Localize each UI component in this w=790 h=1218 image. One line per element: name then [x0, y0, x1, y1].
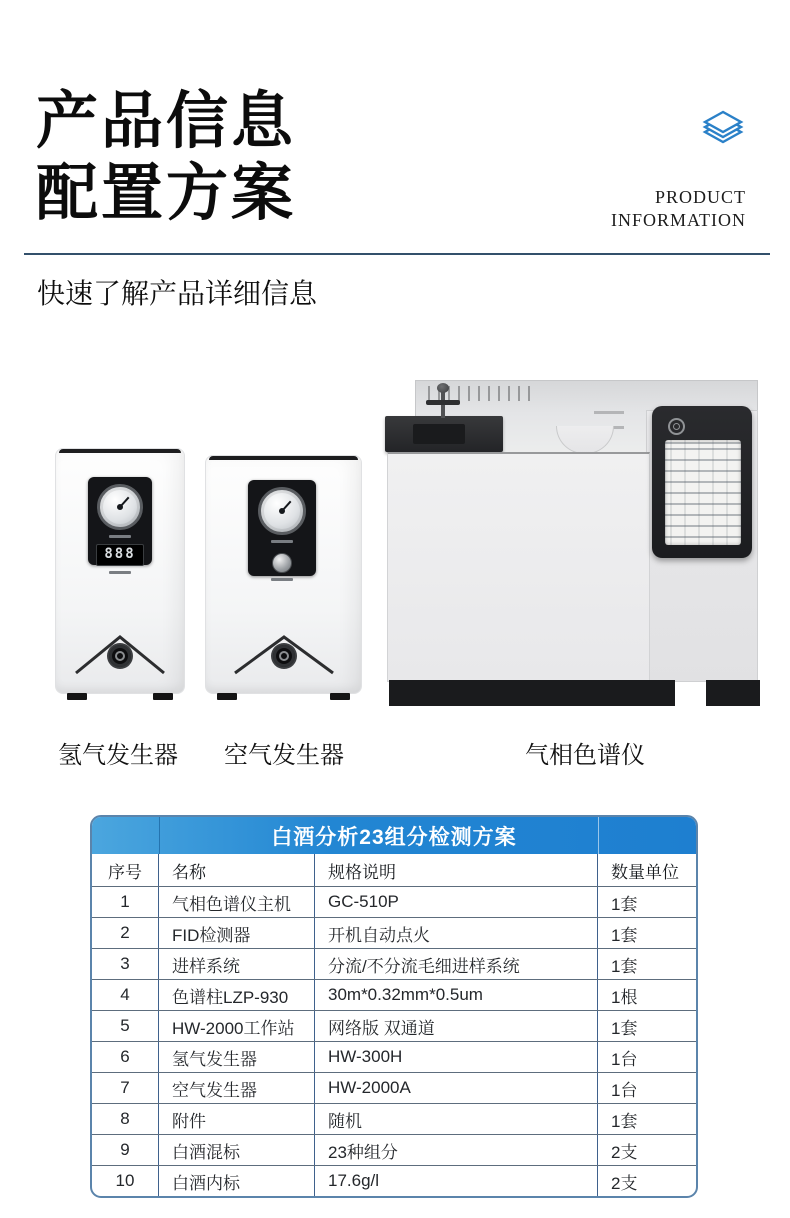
injector-platform — [385, 416, 503, 452]
col-header-qty: 数量单位 — [611, 862, 679, 882]
cell-index: 8 — [92, 1104, 159, 1134]
col-header-name: 名称 — [159, 854, 315, 886]
table-row — [92, 886, 696, 917]
cell-name: HW-2000工作站 — [159, 1011, 315, 1041]
en-line-1: PRODUCT — [654, 187, 746, 207]
title-bar-separator — [159, 817, 160, 854]
injector-plate — [413, 424, 465, 444]
generator-control-panel — [88, 477, 152, 565]
cell-name: 进样系统 — [159, 949, 315, 979]
cell-spec: 17.6g/l — [315, 1166, 598, 1196]
panel-label-bar — [109, 571, 131, 574]
table-row — [92, 1165, 696, 1196]
page-title — [36, 86, 296, 230]
cell-name: 空气发生器 — [159, 1073, 315, 1103]
injector-knob-icon — [437, 383, 449, 393]
air-generator-image — [205, 455, 362, 700]
panel-label-bar — [271, 578, 293, 581]
cell-index: 10 — [92, 1166, 159, 1196]
cell-spec: 分流/不分流毛细进样系统 — [315, 949, 598, 979]
generator-housing — [55, 448, 185, 694]
injector-handle-bar — [426, 400, 460, 405]
panel-label-bar — [109, 535, 131, 538]
cell-name: FID检测器 — [159, 918, 315, 948]
page-tagline: 快速了解产品详细信息 — [37, 279, 318, 310]
en-line-2: INFORMATION — [610, 210, 746, 230]
page-title-line-2: 配置方案 — [36, 159, 297, 228]
cell-name: 色谱柱LZP-930 — [159, 980, 315, 1010]
pressure-gauge-icon — [97, 484, 143, 530]
cell-index: 3 — [92, 949, 159, 979]
cell-index: 7 — [92, 1073, 159, 1103]
panel-label-bar — [271, 540, 293, 543]
cell-name: 气相色谱仪主机 — [159, 887, 315, 917]
generator-control-panel — [248, 480, 316, 576]
panel-logo-icon — [668, 418, 685, 435]
panel-screen — [665, 440, 741, 545]
table-row — [92, 1103, 696, 1134]
title-bar-separator — [598, 817, 599, 854]
table-row — [92, 1134, 696, 1165]
cell-qty: 2支 — [611, 1142, 638, 1162]
front-handle-arc — [556, 426, 614, 454]
product-information-label — [611, 186, 746, 232]
injector-handle — [441, 392, 445, 418]
cell-name: 白酒内标 — [159, 1166, 315, 1196]
gc-base-foot — [706, 680, 760, 706]
generator-housing — [205, 455, 362, 694]
table-row — [92, 917, 696, 948]
cell-index: 9 — [92, 1135, 159, 1165]
cell-spec: HW-300H — [315, 1042, 598, 1072]
cell-qty: 2支 — [611, 1173, 638, 1193]
cell-spec: 23种组分 — [315, 1135, 598, 1165]
table-header-row — [92, 854, 696, 886]
gc-main-body — [387, 452, 650, 682]
hydrogen-generator-image — [55, 448, 185, 700]
table-row — [92, 948, 696, 979]
spec-table-title-bar — [92, 817, 696, 854]
cell-spec: 开机自动点火 — [315, 918, 598, 948]
table-row — [92, 1072, 696, 1103]
header-divider — [24, 253, 770, 255]
cell-qty: 1台 — [611, 1080, 638, 1100]
generator-foot — [217, 693, 237, 700]
layers-icon — [700, 108, 746, 150]
caption-gas-chromatograph: 气相色谱仪 — [525, 742, 645, 769]
cell-index: 4 — [92, 980, 159, 1010]
page-title-line-1: 产品信息 — [36, 87, 297, 156]
cell-qty: 1根 — [611, 987, 638, 1007]
pressure-gauge-icon — [258, 487, 306, 535]
cell-index: 2 — [92, 918, 159, 948]
power-button-icon — [273, 645, 295, 667]
caption-air-generator: 空气发生器 — [224, 742, 344, 769]
cell-qty: 1套 — [611, 956, 638, 976]
cell-name: 氢气发生器 — [159, 1042, 315, 1072]
cell-qty: 1套 — [611, 894, 638, 914]
cell-index: 5 — [92, 1011, 159, 1041]
cell-spec: 随机 — [315, 1104, 598, 1134]
cell-qty: 1套 — [611, 1111, 638, 1131]
cell-spec: 网络版 双通道 — [315, 1011, 598, 1041]
generator-foot — [153, 693, 173, 700]
cell-qty: 1套 — [611, 925, 638, 945]
table-row — [92, 979, 696, 1010]
cell-spec: HW-2000A — [315, 1073, 598, 1103]
cell-qty: 1套 — [611, 1018, 638, 1038]
table-row — [92, 1010, 696, 1041]
cell-index: 1 — [92, 887, 159, 917]
knob-icon — [272, 553, 292, 573]
gc-side-control-panel — [652, 406, 752, 558]
cell-name: 白酒混标 — [159, 1135, 315, 1165]
caption-hydrogen-generator: 氢气发生器 — [58, 742, 178, 769]
cell-qty: 1台 — [611, 1049, 638, 1069]
generator-foot — [67, 693, 87, 700]
cell-name: 附件 — [159, 1104, 315, 1134]
cell-spec: GC-510P — [315, 887, 598, 917]
spec-table — [90, 815, 698, 1198]
generator-lid — [209, 456, 358, 460]
gas-chromatograph-image — [385, 370, 762, 708]
gc-base — [389, 680, 675, 706]
spec-table-title: 白酒分析23组分检测方案 — [271, 825, 517, 849]
power-button-icon — [109, 645, 131, 667]
generator-foot — [330, 693, 350, 700]
segment-display: 888 — [96, 544, 144, 566]
generator-lid — [59, 449, 181, 453]
col-header-spec: 规格说明 — [315, 854, 598, 886]
cell-index: 6 — [92, 1042, 159, 1072]
col-header-index: 序号 — [92, 854, 159, 886]
cell-spec: 30m*0.32mm*0.5um — [315, 980, 598, 1010]
table-row — [92, 1041, 696, 1072]
